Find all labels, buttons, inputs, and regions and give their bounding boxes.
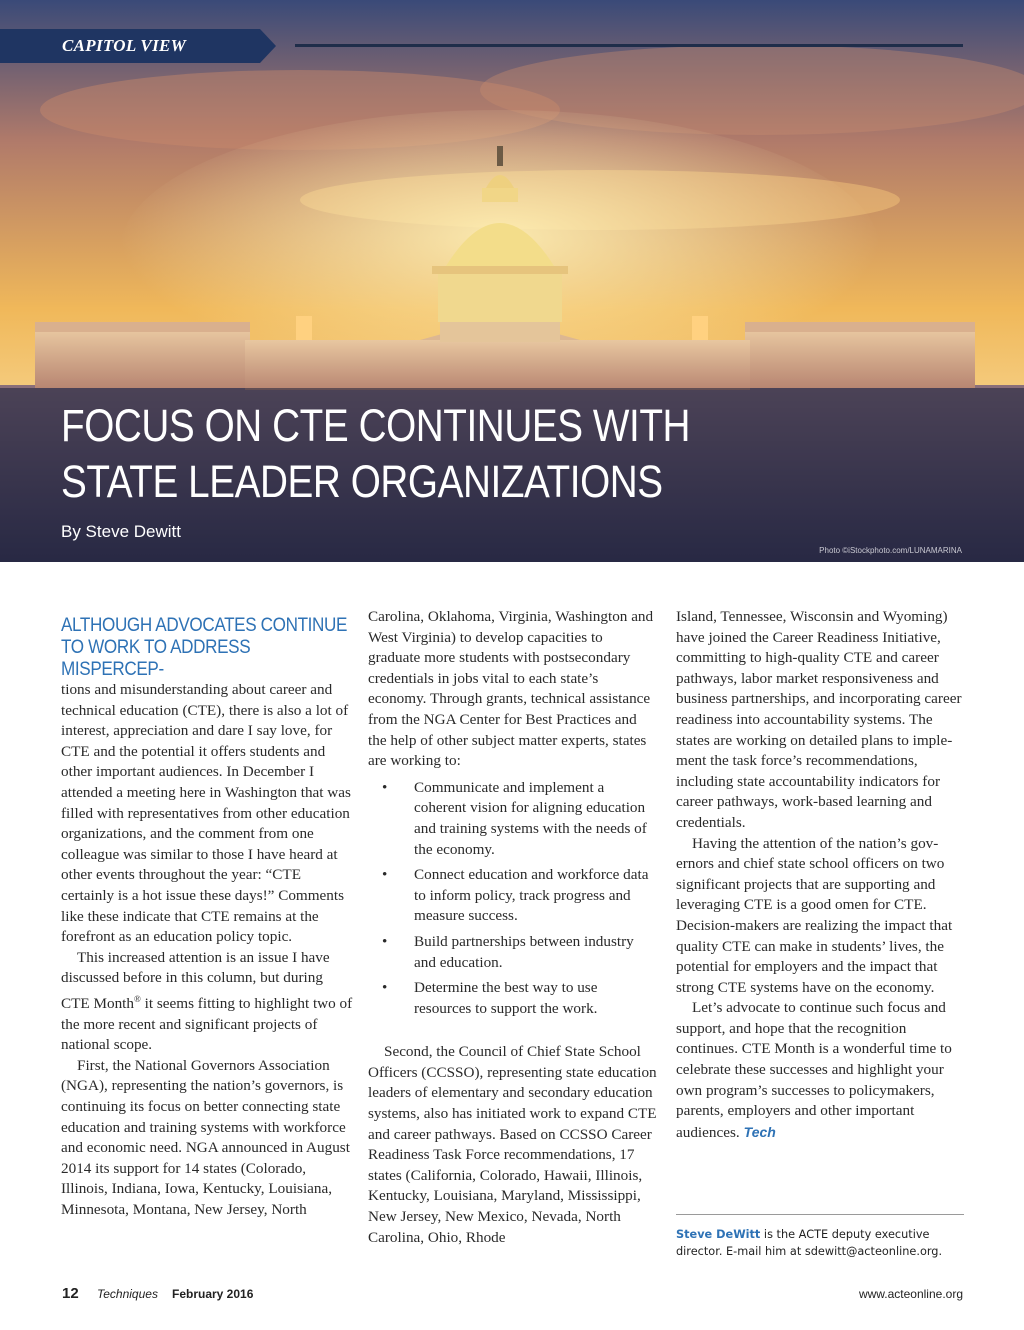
- list-item-text: Communicate and implement a coherent vision for aligning education and training systems with the needs of the economy.: [414, 778, 647, 858]
- article-column-3: [676, 607, 964, 1143]
- paragraph: [61, 948, 353, 1056]
- author-bio-text: is the ACTE deputy executive director. E-mail him at sdewitt@acteonline.org.: [676, 1228, 943, 1258]
- section-tag: [0, 29, 276, 63]
- lead-in: ALTHOUGH ADVOCATES CONTINUE TO WORK TO ADDRESS MISPERCEP-: [61, 615, 348, 680]
- bio-divider: [676, 1214, 964, 1215]
- list-item-text: Build partnerships between industry and education.: [414, 932, 634, 971]
- header-rule: [295, 44, 963, 47]
- list-item: [368, 865, 658, 927]
- article-column-1: [61, 607, 353, 1221]
- list-item-text: Connect education and workforce data to inform policy, track progress and measure success.: [414, 866, 649, 925]
- author-name: Steve DeWitt: [676, 1228, 761, 1241]
- bullet-list: [368, 778, 658, 1020]
- bullet-icon: •: [382, 979, 388, 997]
- bullet-icon: •: [382, 778, 388, 796]
- spacer: [368, 1024, 658, 1042]
- list-item: [368, 978, 658, 1019]
- list-item: [368, 778, 658, 860]
- paragraph: Having the attention of the nation’s governors and chief state school officers on two significant projects that are supporting and leveraging CTE is a good omen for CTE. Decision-makers are realizing the impact that quality CTE can make in students’ lives, the potential for employers and the impact that strong CTE systems have on the economy.: [676, 834, 953, 996]
- article-headline: [61, 398, 691, 510]
- publication-name: Techniques: [97, 1287, 158, 1301]
- paragraph-text: Let’s advocate to continue such focus and support, and hope that the recognition continues. CTE Month is a wonderful time to celebrate these successes and highlight your own program’s successes to policymakers, parents, employers and other important audiences.: [676, 999, 952, 1141]
- bullet-icon: •: [382, 866, 388, 884]
- website-link[interactable]: www.acteonline.org: [858, 1287, 963, 1301]
- list-item-text: Determine the best way to use resources to support the work.: [414, 979, 598, 1017]
- list-item: [368, 932, 658, 973]
- author-bio: [676, 1226, 966, 1260]
- end-mark-logo: Tech: [743, 1123, 776, 1140]
- registered-mark: ®: [134, 993, 141, 1004]
- byline: By Steve Dewitt: [61, 522, 181, 541]
- paragraph-text: it seems fitting to highlight two of the more recent and significant projects of national scope.: [61, 994, 353, 1054]
- issue-date: February 2016: [172, 1287, 254, 1301]
- headline-line-2: STATE LEADER ORGANIZATIONS: [61, 456, 663, 507]
- paragraph: tions and misunderstanding about career and technical education (CTE), there is also a lot of interest, appreciation and dare I say love, for CTE and the potential it offers students and other important audiences. In December I attended a meeting here in Washington that was filled with representatives from other education organizations, and the comment from one colleague was similar to those I have heard at other events throughout the year: “CTE certainly is a hot issue these days!” Comments like these indicate that CTE remains at the forefront as an education policy topic.: [61, 681, 351, 946]
- section-tag-label: CAPITOL VIEW: [62, 36, 187, 55]
- bullet-icon: •: [382, 932, 388, 950]
- page-number: 12: [62, 1285, 79, 1302]
- paragraph: First, the National Governors Association (NGA), representing the nation’s governors, is continuing its focus on better connecting state education and training systems with workforce and economic need. NGA announced in August 2014 its support for 14 states (Colorado, Illinois, Indiana, Iowa, Kentucky, Louisiana, Minnesota, Montana, New Jersey, North: [61, 1056, 350, 1218]
- paragraph: Carolina, Oklahoma, Virginia, Washington and West Virginia) to develop capacities to graduate more students with postsecondary credentials in jobs vital to each state’s economy. Through grants, technical assistance from the NGA Center for Best Practices and the help of other subject matter experts, states are working to:: [368, 608, 654, 770]
- article-column-2: [368, 607, 658, 1248]
- headline-line-1: FOCUS ON CTE CONTINUES WITH: [61, 400, 691, 451]
- photo-credit: Photo ©iStockphoto.com/LUNAMARINA: [819, 546, 962, 555]
- paragraph: Second, the Council of Chief State School Officers (CCSSO), representing state education leaders of elementary and secondary education systems, also has initiated work to expand CTE and career pathways. Based on CCSSO Career Readiness Task Force recommendations, 17 states (California, Colorado, Hawaii, Illinois, Kentucky, Louisiana, Maryland, Mississippi, New Jersey, New Mexico, Nevada, North Carolina, Ohio, Rhode: [368, 1043, 657, 1246]
- paragraph-text: This increased attention is an issue I have discussed before in this column, but during CTE Month: [61, 948, 330, 1012]
- paragraph: Island, Tennessee, Wisconsin and Wyoming) have joined the Career Readiness Initiative, committing to high-quality CTE and career pathways, labor market responsiveness and business partnerships, and incorporating career readiness into accountability systems. The states are working on detailed plans to implement the task force’s recommendations, including state accountability indicators for career pathways, work-based learning and credentials.: [676, 608, 962, 831]
- paragraph: [676, 998, 964, 1143]
